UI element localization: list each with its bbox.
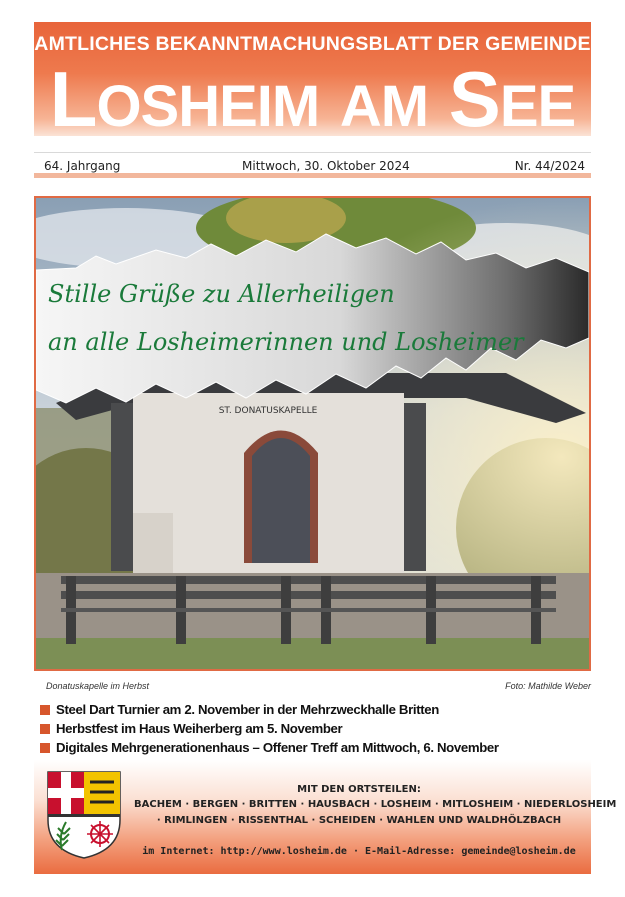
headline-text: Digitales Mehrgenerationenhaus – Offener Treff am Mittwoch, 6. November xyxy=(56,740,499,755)
banner-line-2: an alle Losheimerinnen und Losheimer xyxy=(48,328,524,356)
masthead-supertitle: AMTLICHES BEKANNTMACHUNGSBLATT DER GEMEINDE xyxy=(34,33,591,55)
issue-volume: 64. Jahrgang xyxy=(44,159,121,173)
footer-districts-line-1: BACHEM · BERGEN · BRITTEN · HAUSBACH · LOSHEIM · MITLOSHEIM · NIEDERLOSHEIM xyxy=(134,799,617,810)
footer-contact-link[interactable]: im Internet: http://www.losheim.de · E-Mail-Adresse: gemeinde@losheim.de xyxy=(142,846,576,857)
chapel-sign: ST. DONATUSKAPELLE xyxy=(218,406,318,416)
bullet-square-icon xyxy=(40,724,50,734)
banner-line-1: Stille Grüße zu Allerheiligen xyxy=(48,280,395,308)
headline-text: Herbstfest im Haus Weiherberg am 5. November xyxy=(56,721,343,736)
cover-photo xyxy=(34,196,591,671)
issue-date: Mittwoch, 30. Oktober 2024 xyxy=(242,159,410,173)
masthead xyxy=(34,22,591,143)
cover-photo-illustration xyxy=(36,198,589,669)
title-ee: EE xyxy=(499,74,576,139)
headline-item[interactable] xyxy=(40,719,600,738)
bullet-square-icon xyxy=(40,743,50,753)
coat-of-arms-icon xyxy=(46,770,122,860)
footer xyxy=(34,760,617,874)
issue-number: Nr. 44/2024 xyxy=(514,159,585,173)
title-letter-s: S xyxy=(448,55,500,143)
title-letter-l: L xyxy=(49,55,97,143)
bullet-square-icon xyxy=(40,705,50,715)
title-am: AM xyxy=(339,74,429,139)
title-osheim: OSHEIM xyxy=(96,74,320,139)
issue-info-bar xyxy=(34,152,591,178)
headline-item[interactable] xyxy=(40,738,600,757)
headline-item[interactable] xyxy=(40,700,600,719)
photo-caption: Donatuskapelle im Herbst xyxy=(46,681,150,691)
footer-districts-line-2: · RIMLINGEN · RISSENTHAL · SCHEIDEN · WAHLEN UND WALDHÖLZBACH xyxy=(156,815,562,826)
footer-heading: MIT DEN ORTSTEILEN: xyxy=(297,784,421,795)
masthead-title xyxy=(34,55,591,146)
photo-credit: Foto: Mathilde Weber xyxy=(505,681,591,691)
headline-text: Steel Dart Turnier am 2. November in der Mehrzweckhalle Britten xyxy=(56,702,439,717)
headline-list xyxy=(40,700,600,757)
